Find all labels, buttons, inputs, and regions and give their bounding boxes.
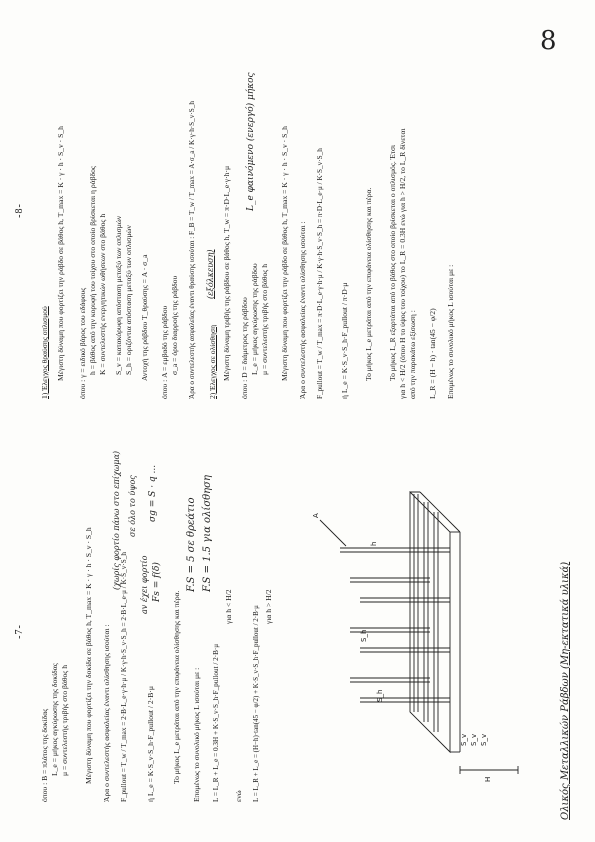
- fig-label-H: H: [484, 776, 492, 782]
- safety-intro-right: Άρα ο συντελεστής ασφαλείας έναντι ολίσθησης ισούται :: [298, 221, 307, 399]
- length-intro: Το μήκος L_e μετράται από την επιφάνεια ολίσθησης και πέρα.: [172, 590, 181, 784]
- fig-label-Sh: S_h: [360, 629, 368, 642]
- length-eq-1: L = L_R + L_e = 0.3H + K·S_v·S_h·F_pullout / 2·B·μ: [212, 643, 220, 802]
- length-intro-right: Το μήκος L_e μετράται από την επιφάνεια ολίσθησης και πέρα.: [364, 187, 373, 381]
- length-cond-2: για h > H/2: [264, 589, 273, 624]
- fig-label-Sh: S_h: [376, 689, 384, 702]
- handwritten-le: L_e φαινόμενο (ενεργό) μήκος: [246, 72, 256, 211]
- page-7: [0, 421, 595, 842]
- section-2-max: Μέγιστη δύναμη που φορτίζει την ράβδο σε βάθος h, T_max = K · γ · h · S_v · S_h: [280, 126, 289, 381]
- definition: S_h = οριζόντια απόσταση μεταξύ των οπλισμών: [124, 225, 133, 375]
- section-2-text: Μέγιστη δύναμη τριβής της ράβδου σε βάθος h, T_w = π·D·L_e·γ·h·μ: [222, 165, 231, 381]
- max-force-text: Μέγιστη δύναμη που φορτίζει την δοκίδα σε βάθος h, T_max = K · γ · h · S_v · S_h: [84, 527, 93, 784]
- section-2-title: 2) Έλεγχος σε ολίσθηση: [208, 324, 217, 399]
- total-length-right: Επομένως το συνολικό μήκος L ισούται με :: [446, 264, 455, 399]
- safety-intro: Άρα ο συντελεστής ασφαλείας έναντι ολίσθησης ισούται :: [102, 624, 111, 802]
- fig-label-Sv: S_v: [480, 733, 488, 746]
- handwritten-note: (χωρίς φορτίο πάνω στο επίχωμα): [112, 450, 121, 590]
- fig-label-h: h: [370, 541, 378, 546]
- page-number-right: -8-: [14, 203, 25, 218]
- handwritten-note: σε όλο το ύψος: [128, 475, 137, 537]
- section-2-hand: (εξόλκευση): [206, 249, 215, 299]
- symbol-def: μ = συντελεστής τριβής στο βάθος h: [60, 664, 69, 776]
- definition: S_v = κατακόρυφη απόσταση μεταξύ των οπλισμών: [114, 215, 123, 375]
- and-word: ενώ: [234, 790, 243, 802]
- definition: όπου : A = εμβαδό της ράβδου: [160, 305, 169, 399]
- symbol-def: όπου : B = πλάτος της δοκίδας: [40, 708, 49, 802]
- definition: K = συντελεστής ενεργητικών ωθήσεων στο βάθος h: [98, 213, 107, 375]
- figure-title: Ολικός Μεταλλικών Ράβδων (Μη-εκτατικά υλικά): [560, 561, 571, 820]
- fs-break: Άρα ο συντελεστής ασφαλείας έναντι θραύσης ισούται : F_B = T_w / T_max = A·σ_a / K·γ·h·S_v·S_h: [188, 101, 196, 399]
- fig-label-A: A: [312, 513, 320, 518]
- lr-text: για h < H/2 (όπου H το ύψος του τοίχου) το L_R = 0.3H ενώ για h > H/2, το L_R δίνεται: [398, 128, 407, 399]
- definition: όπου : γ = ειδικό βάρος του εδάφους: [78, 287, 87, 399]
- definition: σ_a = όριο διαρροής της ράβδου: [170, 275, 179, 375]
- length-eq-2: L = L_R + L_e = (H−h)·tan(45 − φ/2) + K·S_v·S_h·F_pullout / 2·B·μ: [252, 605, 260, 802]
- resistance-text: Αντοχή της ράβδου T_θραύσης = A · σ_a: [140, 254, 149, 381]
- symbol-def: L_e = μήκος αγκύρωσης της δοκίδας: [50, 663, 59, 776]
- fs-formula: F_pullout = T_w / T_max = 2·B·L_e·γ·h·μ / K·γ·h·S_v·S_h = 2·B·L_e·μ / K·S_v·S_h: [120, 552, 128, 802]
- definition: L_e = μήκος αγκύρωσης της ράβδου: [250, 263, 259, 375]
- length-cond-1: για h < H/2: [224, 589, 233, 624]
- definition: h = βάθος από την κορυφή του τοίχου στο οποίο βρίσκεται η ράβδος: [88, 166, 97, 375]
- definition: μ = συντελεστής τριβής στο βάθος h: [260, 263, 269, 375]
- lr-formula: L_R = (H − h) · tan(45 − φ/2): [428, 308, 437, 399]
- handwritten-fs: F.S = 5 σε θρεάτιο: [186, 497, 197, 592]
- total-length-intro: Επομένως το συνολικό μήκος L ισούται με :: [192, 667, 201, 802]
- section-1-title: 1) Έλεγχος θραύσης οπλισμού: [40, 306, 49, 399]
- fs-formula-right: F_pullout = T_w / T_max = π·D·L_e·γ·h·μ / K·γ·h·S_v·S_h = π·D·L_e·μ / K·S_v·S_h: [316, 148, 324, 399]
- le-formula: ή L_e = K·S_v·S_h·F_pullout / 2·B·μ: [146, 686, 155, 802]
- fig-label-Sv: S_v: [470, 733, 478, 746]
- definition: όπου : D = διάμετρος της ράβδου: [240, 297, 249, 399]
- section-1-text: Μέγιστη δύναμη που φορτίζει την ράβδο σε βάθος h, T_max = K · γ · h · S_v · S_h: [56, 126, 65, 381]
- page-number-left: -7-: [14, 624, 25, 639]
- fig-label-Sv: S_v: [460, 733, 468, 746]
- lr-text: από την παρακάτω εξίσωση :: [408, 310, 417, 399]
- handwritten-note: σg = S · q ...: [148, 464, 158, 522]
- le-formula-right: ή L_e = K·S_v·S_h·F_pullout / π·D·μ: [340, 282, 349, 399]
- page-corner-mark: 8: [540, 26, 557, 56]
- rod-grid-figure: [300, 482, 530, 782]
- handwritten-note: Fs = f(δ): [152, 562, 162, 602]
- lr-text: Το μήκος L_R εξαρτάται από το βάθος στο οποίο βρίσκεται ο οπλισμός. Έτσι: [388, 144, 397, 381]
- handwritten-note: av έχει φορτίο: [140, 555, 149, 614]
- handwritten-fs: F.S = 1.5 για ολίσθηση: [202, 475, 213, 592]
